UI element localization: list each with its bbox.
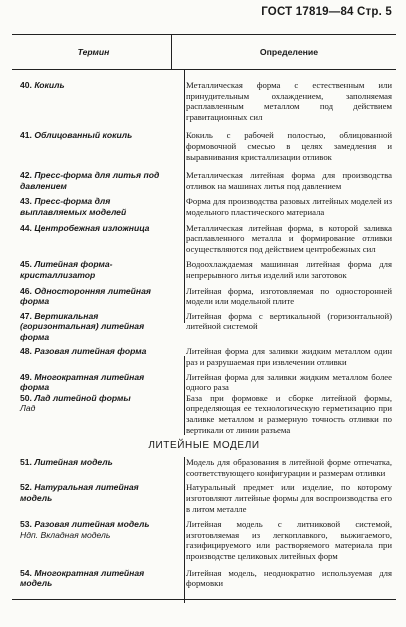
table-row — [12, 130, 396, 162]
page-header: ГОСТ 17819—84 Стр. 5 — [261, 6, 392, 18]
term-number: 42. — [20, 170, 32, 181]
term-cell — [12, 130, 172, 162]
definition-cell: Модель для образования в литейной форме отпечатка, соответствующего конфигурации и размерам отливки — [186, 457, 392, 478]
term-text: Литейная модель — [34, 457, 113, 468]
term-cell — [12, 482, 172, 514]
table-row — [12, 170, 396, 191]
term-text: Односторонняя литейная форма — [20, 285, 151, 307]
table-row — [12, 223, 396, 255]
table-row — [12, 568, 396, 589]
definition-cell: Кокиль с рабочей полостью, облицованной формовочной смесью в целях замедления и выравнивания кристаллизации отливок — [186, 130, 392, 162]
term-cell — [12, 196, 172, 217]
term-text: Разовая литейная форма — [34, 346, 147, 357]
term-cell — [12, 311, 172, 343]
table-row — [12, 196, 396, 217]
term-cell — [12, 393, 172, 435]
definition-column-header: Определение — [259, 46, 319, 57]
definition-cell: Литейная форма для заливки жидким металлом один раз и разрушаемая при извлечении отливки — [186, 346, 392, 368]
term-number: 52. — [20, 482, 32, 493]
term-text: Многократная литейная форма — [20, 371, 145, 393]
term-cell — [12, 346, 172, 367]
term-text: Многократная литейная модель — [20, 567, 145, 589]
table-row — [12, 346, 396, 367]
definition-cell: Металлическая форма с естественным или принудительным охлаждением, заполняемая расплавленным металлом под действием гравитационных сил — [186, 80, 392, 122]
term-cell — [12, 457, 172, 478]
term-text: Натуральная литейная модель — [20, 482, 139, 503]
term-text: Литейная форма-кристаллизатор — [20, 259, 113, 280]
section-title: ЛИТЕЙНЫЕ МОДЕЛИ — [12, 435, 396, 457]
term-text: Центробежная изложница — [34, 222, 150, 233]
definition-cell: Литейная модель с литниковой системой, изготовляемая из легкоплавкого, выжигаемого, газифицируемого или растворяемого материала при производстве целиковых литейных форм — [186, 519, 392, 561]
term-note — [20, 403, 168, 414]
column-divider — [184, 70, 185, 323]
term-number: 53. — [20, 519, 32, 530]
definition-cell: Литейная форма с вертикальной (горизонтальной) литейной системой — [186, 310, 392, 332]
term-number: 49. — [20, 371, 32, 382]
definition-cell: Литейная форма для заливки жидким металлом более одного раза — [186, 371, 392, 393]
table-header — [12, 35, 396, 70]
term-cell — [12, 170, 172, 191]
term-text: Разовая литейная модель — [34, 519, 150, 530]
term-number: 41. — [20, 130, 32, 141]
table-row — [12, 393, 396, 435]
term-number: 48. — [20, 346, 32, 357]
term-number: 43. — [20, 196, 32, 207]
term-text: Вертикальная (горизонтальная) литейная форма — [20, 310, 145, 342]
note-label: Ндп. — [20, 529, 39, 540]
term-number: 40. — [20, 80, 32, 90]
term-number: 51. — [20, 457, 32, 468]
term-text: Лад литейной формы — [34, 392, 131, 403]
table-row — [12, 457, 396, 478]
note-label: Лад — [20, 403, 36, 414]
term-number: 44. — [20, 222, 32, 233]
term-column-header: Термин — [12, 35, 172, 69]
term-text: Пресс-форма для выплавляемых моделей — [20, 196, 127, 217]
terms-table — [12, 34, 396, 600]
definition-cell: Литейная модель, неоднократно используемая для формовки — [186, 567, 392, 589]
definition-cell: База при формовке и сборке литейной формы, определяющая ее технологическую герметизацию при заливке металлом и размерную точность отливки по вертикали от линии разъема — [186, 392, 392, 435]
table-row — [12, 311, 396, 343]
term-cell — [12, 568, 172, 589]
term-cell — [12, 80, 172, 122]
table-row — [12, 372, 396, 393]
term-number: 46. — [20, 285, 32, 296]
table-row — [12, 482, 396, 514]
term-number: 54. — [20, 567, 32, 578]
term-cell — [12, 372, 172, 393]
term-text: Пресс-форма для литья под давлением — [20, 170, 160, 191]
definition-cell: Литейная форма, изготовляемая по односторонней модели или модельной плите — [186, 285, 392, 307]
table-body — [12, 70, 396, 600]
definition-cell: Металлическая литейная форма для производства отливок на машинах литья под давлением — [186, 170, 392, 191]
table-row — [12, 259, 396, 280]
term-number: 47. — [20, 310, 32, 321]
table-row — [12, 519, 396, 561]
term-cell — [12, 223, 172, 255]
term-cell — [12, 259, 172, 280]
definition-cell: Металлическая литейная форма, в которой заливка расплавленного металла и формирование отливки осуществляются под действием центробежных сил — [186, 222, 392, 254]
table-row — [12, 286, 396, 307]
term-cell — [12, 286, 172, 307]
column-divider — [184, 356, 185, 603]
table-row — [12, 80, 396, 122]
definition-cell: Форма для производства разовых литейных моделей из модельного пластического материала — [186, 196, 392, 217]
note-term: Вкладная модель — [40, 529, 111, 540]
term-note — [20, 530, 168, 541]
term-number: 50. — [20, 392, 32, 403]
term-number: 45. — [20, 259, 32, 270]
term-text: Кокиль — [34, 80, 65, 90]
term-text: Облицованный кокиль — [34, 130, 133, 141]
definition-cell: Натуральный предмет или изделие, по которому изготовляют литейные формы для воспроизводства его в литом металле — [186, 482, 392, 514]
term-cell — [12, 519, 172, 561]
definition-cell: Водоохлаждаемая машинная литейная форма для непрерывного литья изделий или заготовок — [186, 259, 392, 280]
